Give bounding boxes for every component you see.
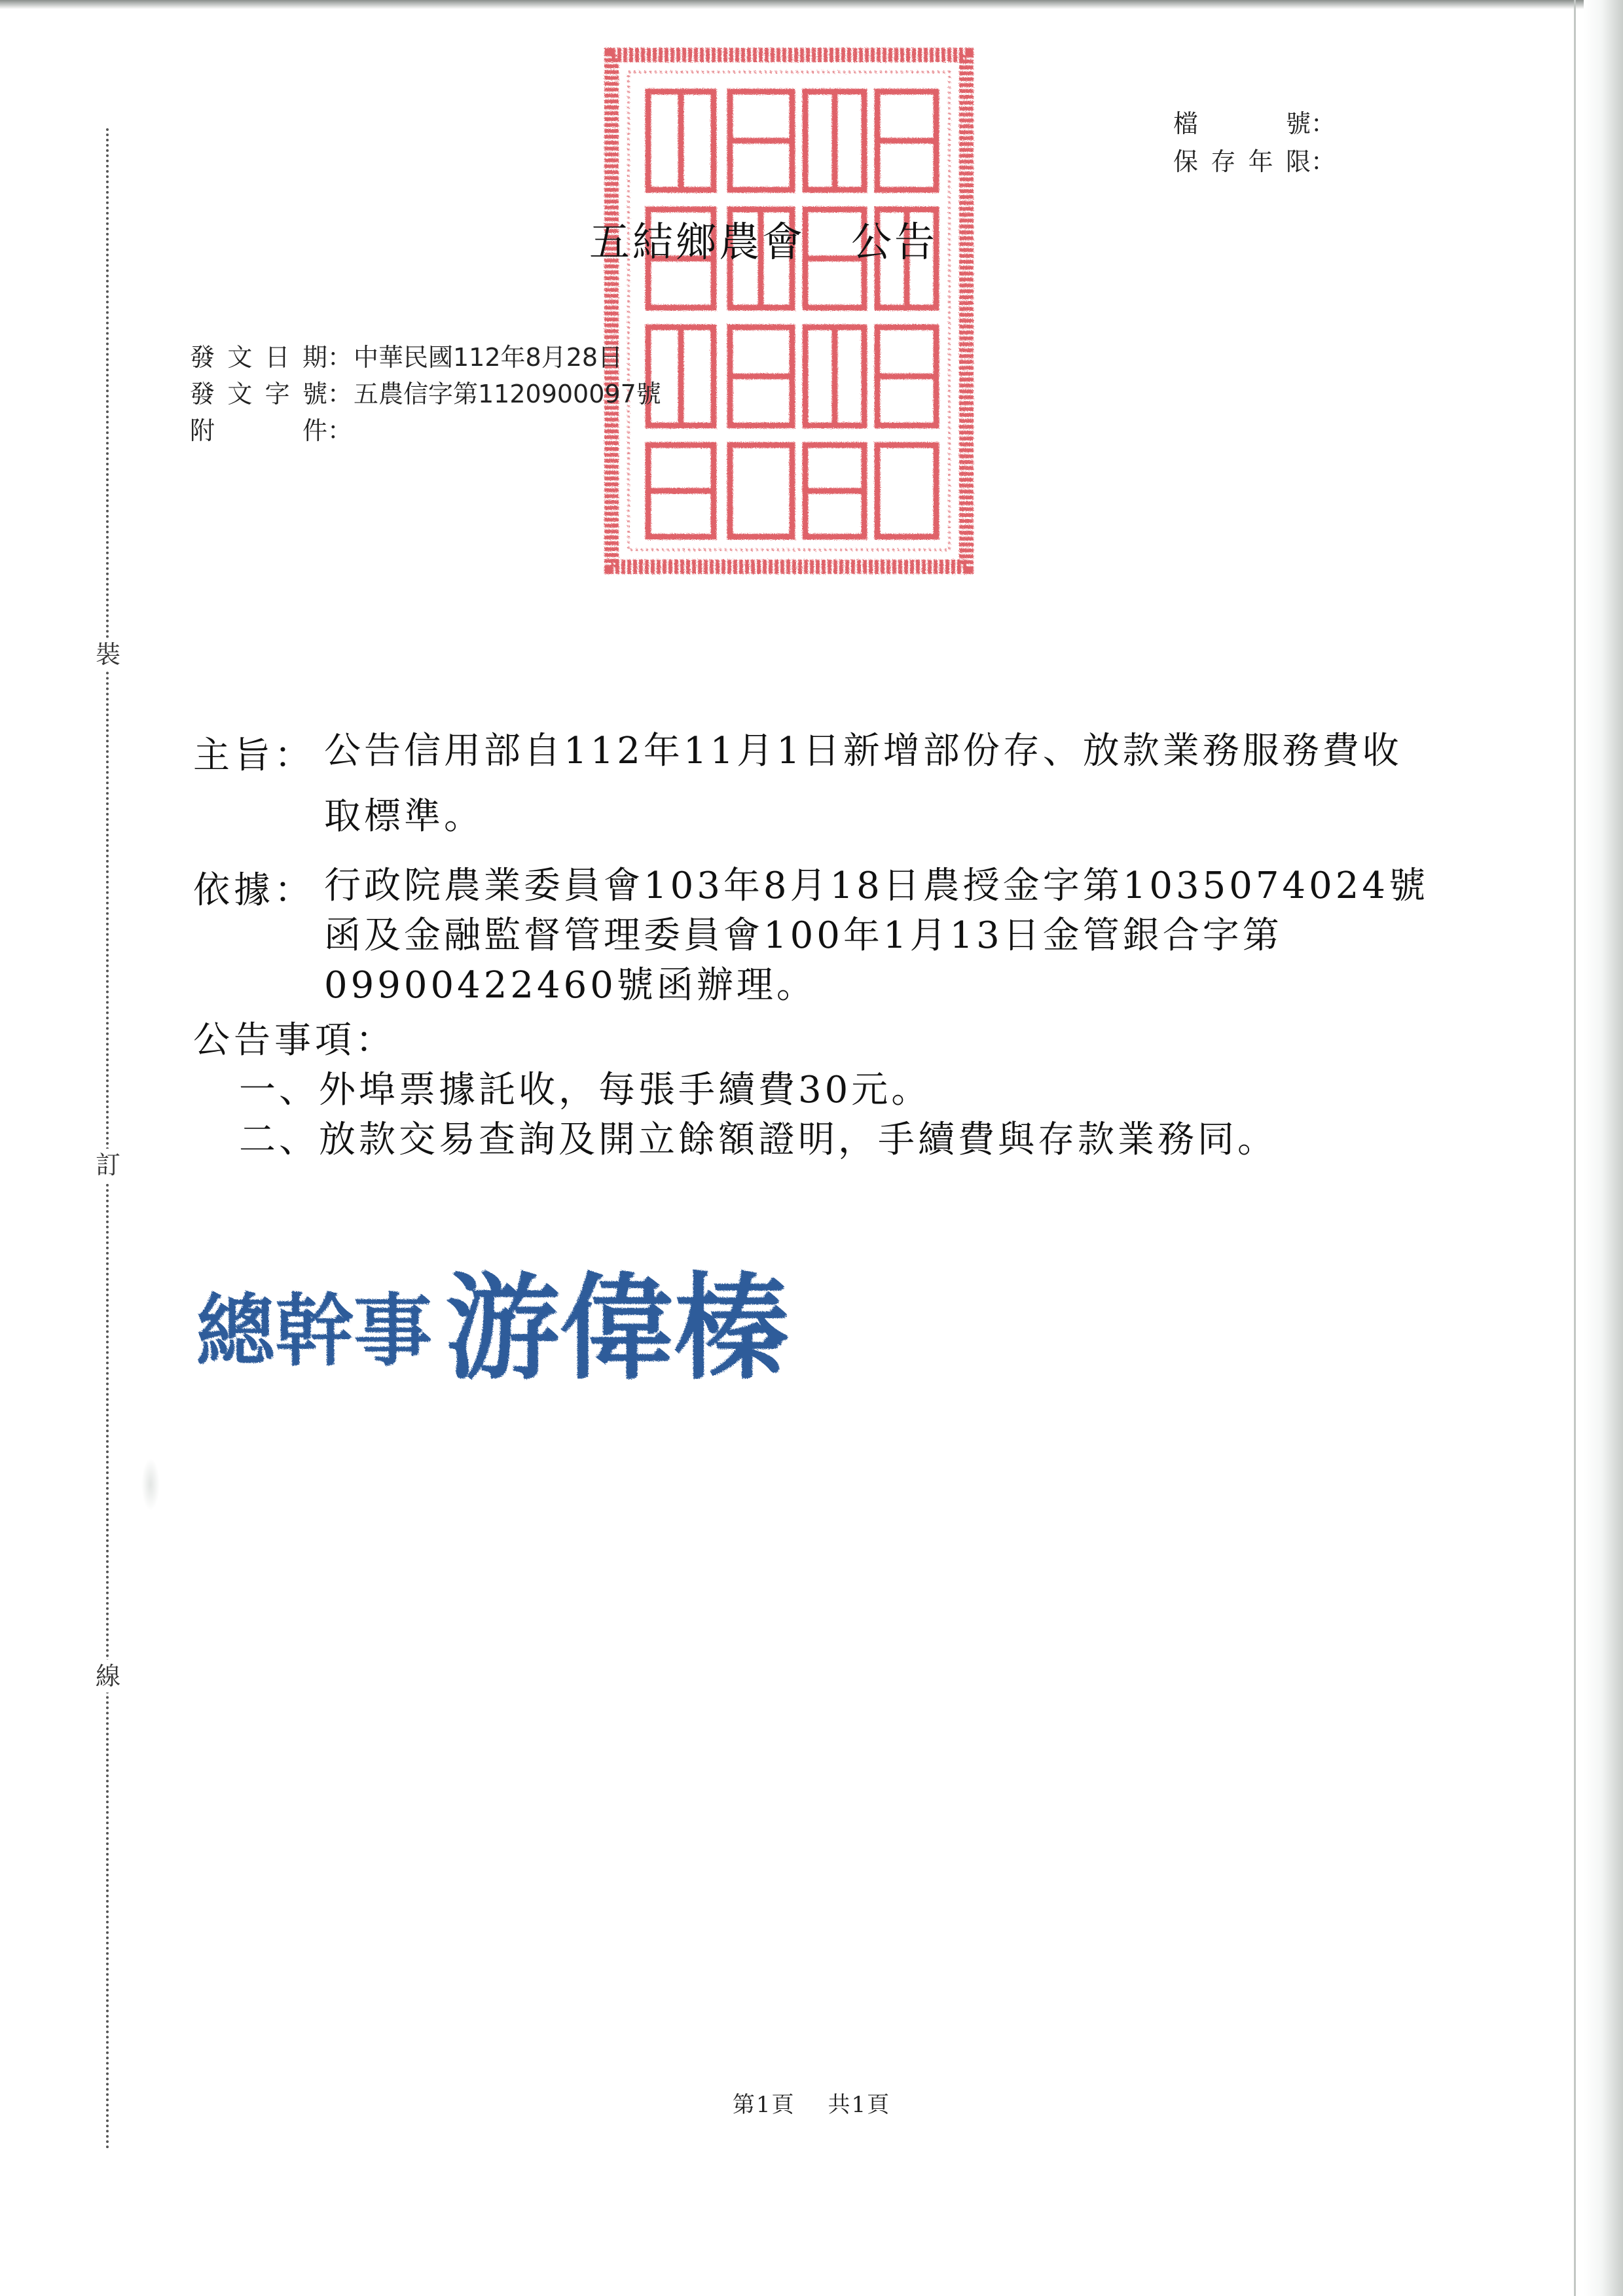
file-info [1173,105,1337,181]
notice-head: 公告事項： [193,1019,396,1062]
binding-char-line: 線 [93,1660,123,1693]
retention-label: 保存年限 [1173,147,1311,176]
issue-meta [190,339,661,449]
page-number: 第1頁 [732,2092,795,2118]
attachment-colon: ： [327,416,353,445]
subject-head: 主旨： [193,734,315,777]
notice-item: 一、外埠票據託收，每張手續費30元。 [239,1069,932,1111]
signature-stamp [196,1244,884,1407]
title-org: 五結鄉農會 [589,218,806,266]
binding-line [106,128,109,2151]
date-value: 中華民國112年8月28日 [354,343,623,372]
attachment-label: 附件 [190,416,327,445]
scan-smudge [141,1458,160,1511]
ref-label: 發文字號 [190,380,327,408]
document-body [193,726,1437,1165]
ref-colon: ： [327,380,353,408]
scan-edge-top [0,0,1623,9]
date-colon: ： [327,343,353,372]
notice-item: 二、放款交易查詢及開立餘額證明，手續費與存款業務同。 [239,1119,1277,1161]
basis-text: 行政院農業委員會103年8月18日農授金字第1035074024號函及金融監督管理委員會100年1月13日金管銀合字第09900422460號函辦理。 [324,865,1429,1007]
official-seal [602,46,976,576]
retention-colon: ： [1311,147,1336,176]
signature-name: 游偉榛 [445,1263,789,1395]
file-no-colon: ： [1311,109,1336,138]
binding-char-staple: 訂 [93,1149,123,1181]
title-kind: 公告 [851,218,938,266]
page-total: 共1頁 [828,2092,891,2118]
signature-title: 總幹事 [196,1286,432,1377]
scan-edge-right [1584,0,1623,2296]
basis-paragraph [193,861,1437,1011]
page-footer [0,2087,1623,2119]
ref-value: 五農信字第1120900097號 [354,380,661,408]
page-title [589,209,938,268]
subject-text: 公告信用部自112年11月1日新增部份存、放款業務服務費收取標準。 [324,730,1402,838]
scan-edge-line [1574,0,1576,2296]
file-no-label: 檔 號 [1173,109,1311,138]
basis-head: 依據： [193,869,315,912]
subject-paragraph [193,726,1437,850]
date-label: 發文日期 [190,343,327,372]
binding-char-bind: 裝 [93,638,123,671]
